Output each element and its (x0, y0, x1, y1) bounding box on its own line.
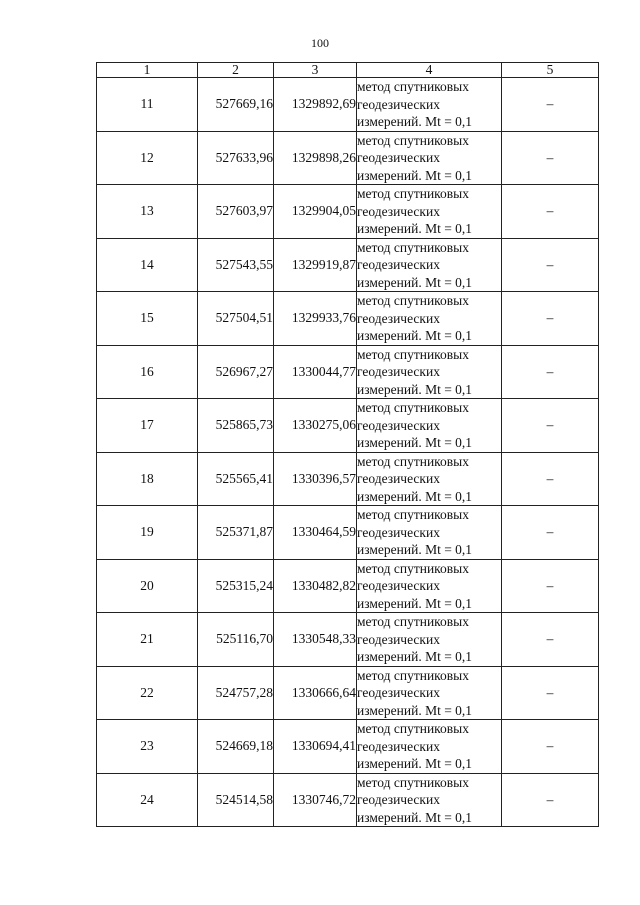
table-row (97, 78, 599, 132)
method-line: геодезических (357, 792, 440, 807)
method-line: метод спутниковых (357, 79, 469, 94)
note-cell: – (502, 506, 599, 560)
x-coordinate-cell: 527504,51 (198, 292, 274, 346)
y-coordinate-cell: 1330666,64 (274, 666, 357, 720)
point-number-cell: 13 (97, 185, 198, 239)
point-number-cell: 15 (97, 292, 198, 346)
method-line: метод спутниковых (357, 560, 469, 576)
method-line: измерений. Mt = 0,1 (357, 595, 473, 611)
note-cell: – (502, 78, 599, 132)
y-coordinate-cell: 1330044,77 (274, 345, 357, 399)
method-line: геодезических (357, 738, 440, 754)
table-header-row (97, 63, 599, 78)
table-row (97, 720, 599, 774)
point-number-cell: 23 (97, 720, 198, 774)
method-line: метод спутниковых (357, 774, 469, 790)
x-coordinate-cell: 527543,55 (198, 238, 274, 292)
y-coordinate-cell: 1330482,82 (274, 559, 357, 613)
x-coordinate-cell: 527669,16 (198, 78, 274, 132)
method-line: метод спутниковых (357, 239, 469, 255)
method-cell (357, 559, 502, 613)
method-line: метод спутниковых (357, 453, 469, 469)
method-line: метод спутниковых (357, 614, 469, 629)
method-line: геодезических (357, 150, 440, 165)
coordinates-table (96, 62, 599, 827)
table-row (97, 292, 599, 346)
method-line: метод спутниковых (357, 132, 469, 148)
table-row (97, 185, 599, 239)
point-number-cell: 11 (97, 78, 198, 132)
y-coordinate-cell: 1330548,33 (274, 613, 357, 667)
method-line: геодезических (357, 471, 440, 486)
method-line: измерений. Mt = 0,1 (357, 328, 473, 343)
method-line: измерений. Mt = 0,1 (357, 488, 473, 504)
method-line: геодезических (357, 257, 440, 272)
method-line: геодезических (357, 685, 440, 700)
method-line: измерений. Mt = 0,1 (357, 756, 473, 771)
y-coordinate-cell: 1330396,57 (274, 452, 357, 506)
table-row (97, 773, 599, 827)
method-line: измерений. Mt = 0,1 (357, 167, 473, 183)
column-header-1: 1 (97, 63, 198, 78)
point-number-cell: 21 (97, 613, 198, 667)
column-header-3: 3 (274, 63, 357, 78)
method-line: измерений. Mt = 0,1 (357, 809, 473, 825)
method-cell (357, 131, 502, 185)
note-cell: – (502, 452, 599, 506)
note-cell: – (502, 185, 599, 239)
y-coordinate-cell: 1330464,59 (274, 506, 357, 560)
note-cell: – (502, 666, 599, 720)
note-cell: – (502, 720, 599, 774)
page-number: 100 (311, 36, 329, 50)
method-line: метод спутниковых (357, 507, 469, 522)
method-line: метод спутниковых (357, 667, 469, 683)
point-number-cell: 20 (97, 559, 198, 613)
note-cell: – (502, 292, 599, 346)
note-cell: – (502, 238, 599, 292)
method-line: измерений. Mt = 0,1 (357, 221, 473, 236)
table-row (97, 399, 599, 453)
x-coordinate-cell: 525371,87 (198, 506, 274, 560)
column-header-5: 5 (502, 63, 599, 78)
method-line: геодезических (357, 578, 440, 593)
method-line: измерений. Mt = 0,1 (357, 649, 473, 664)
point-number-cell: 22 (97, 666, 198, 720)
point-number-cell: 16 (97, 345, 198, 399)
table-row (97, 131, 599, 185)
method-cell (357, 773, 502, 827)
method-line: измерений. Mt = 0,1 (357, 274, 473, 290)
table-row (97, 238, 599, 292)
x-coordinate-cell: 525565,41 (198, 452, 274, 506)
method-line: измерений. Mt = 0,1 (357, 542, 473, 557)
y-coordinate-cell: 1329933,76 (274, 292, 357, 346)
column-header-4: 4 (357, 63, 502, 78)
x-coordinate-cell: 524514,58 (198, 773, 274, 827)
method-line: геодезических (357, 417, 440, 433)
y-coordinate-cell: 1329898,26 (274, 131, 357, 185)
method-line: геодезических (357, 203, 440, 219)
column-header-2: 2 (198, 63, 274, 78)
method-line: метод спутниковых (357, 293, 469, 308)
method-line: метод спутниковых (357, 186, 469, 201)
table-row (97, 559, 599, 613)
note-cell: – (502, 773, 599, 827)
point-number-cell: 24 (97, 773, 198, 827)
x-coordinate-cell: 524669,18 (198, 720, 274, 774)
y-coordinate-cell: 1330275,06 (274, 399, 357, 453)
point-number-cell: 12 (97, 131, 198, 185)
method-line: измерений. Mt = 0,1 (357, 702, 473, 718)
method-cell (357, 238, 502, 292)
method-cell (357, 613, 502, 667)
table-row (97, 345, 599, 399)
method-cell (357, 185, 502, 239)
method-line: измерений. Mt = 0,1 (357, 381, 473, 397)
method-cell (357, 345, 502, 399)
x-coordinate-cell: 526967,27 (198, 345, 274, 399)
method-cell (357, 292, 502, 346)
method-cell (357, 78, 502, 132)
point-number-cell: 17 (97, 399, 198, 453)
y-coordinate-cell: 1330746,72 (274, 773, 357, 827)
method-line: метод спутниковых (357, 400, 469, 415)
x-coordinate-cell: 527633,96 (198, 131, 274, 185)
point-number-cell: 14 (97, 238, 198, 292)
method-line: метод спутниковых (357, 721, 469, 736)
point-number-cell: 19 (97, 506, 198, 560)
method-line: геодезических (357, 364, 440, 379)
x-coordinate-cell: 525315,24 (198, 559, 274, 613)
x-coordinate-cell: 527603,97 (198, 185, 274, 239)
method-cell (357, 452, 502, 506)
x-coordinate-cell: 525116,70 (198, 613, 274, 667)
y-coordinate-cell: 1329892,69 (274, 78, 357, 132)
y-coordinate-cell: 1329904,05 (274, 185, 357, 239)
y-coordinate-cell: 1329919,87 (274, 238, 357, 292)
method-line: измерений. Mt = 0,1 (357, 114, 473, 129)
table-row (97, 666, 599, 720)
method-line: геодезических (357, 524, 440, 540)
method-line: измерений. Mt = 0,1 (357, 435, 473, 450)
method-cell (357, 506, 502, 560)
table-row (97, 613, 599, 667)
method-line: геодезических (357, 631, 440, 647)
note-cell: – (502, 559, 599, 613)
method-cell (357, 399, 502, 453)
method-line: геодезических (357, 96, 440, 112)
note-cell: – (502, 345, 599, 399)
x-coordinate-cell: 524757,28 (198, 666, 274, 720)
note-cell: – (502, 131, 599, 185)
y-coordinate-cell: 1330694,41 (274, 720, 357, 774)
table-row (97, 506, 599, 560)
method-line: метод спутниковых (357, 346, 469, 362)
x-coordinate-cell: 525865,73 (198, 399, 274, 453)
note-cell: – (502, 399, 599, 453)
method-line: геодезических (357, 310, 440, 326)
note-cell: – (502, 613, 599, 667)
method-cell (357, 720, 502, 774)
method-cell (357, 666, 502, 720)
point-number-cell: 18 (97, 452, 198, 506)
table-row (97, 452, 599, 506)
